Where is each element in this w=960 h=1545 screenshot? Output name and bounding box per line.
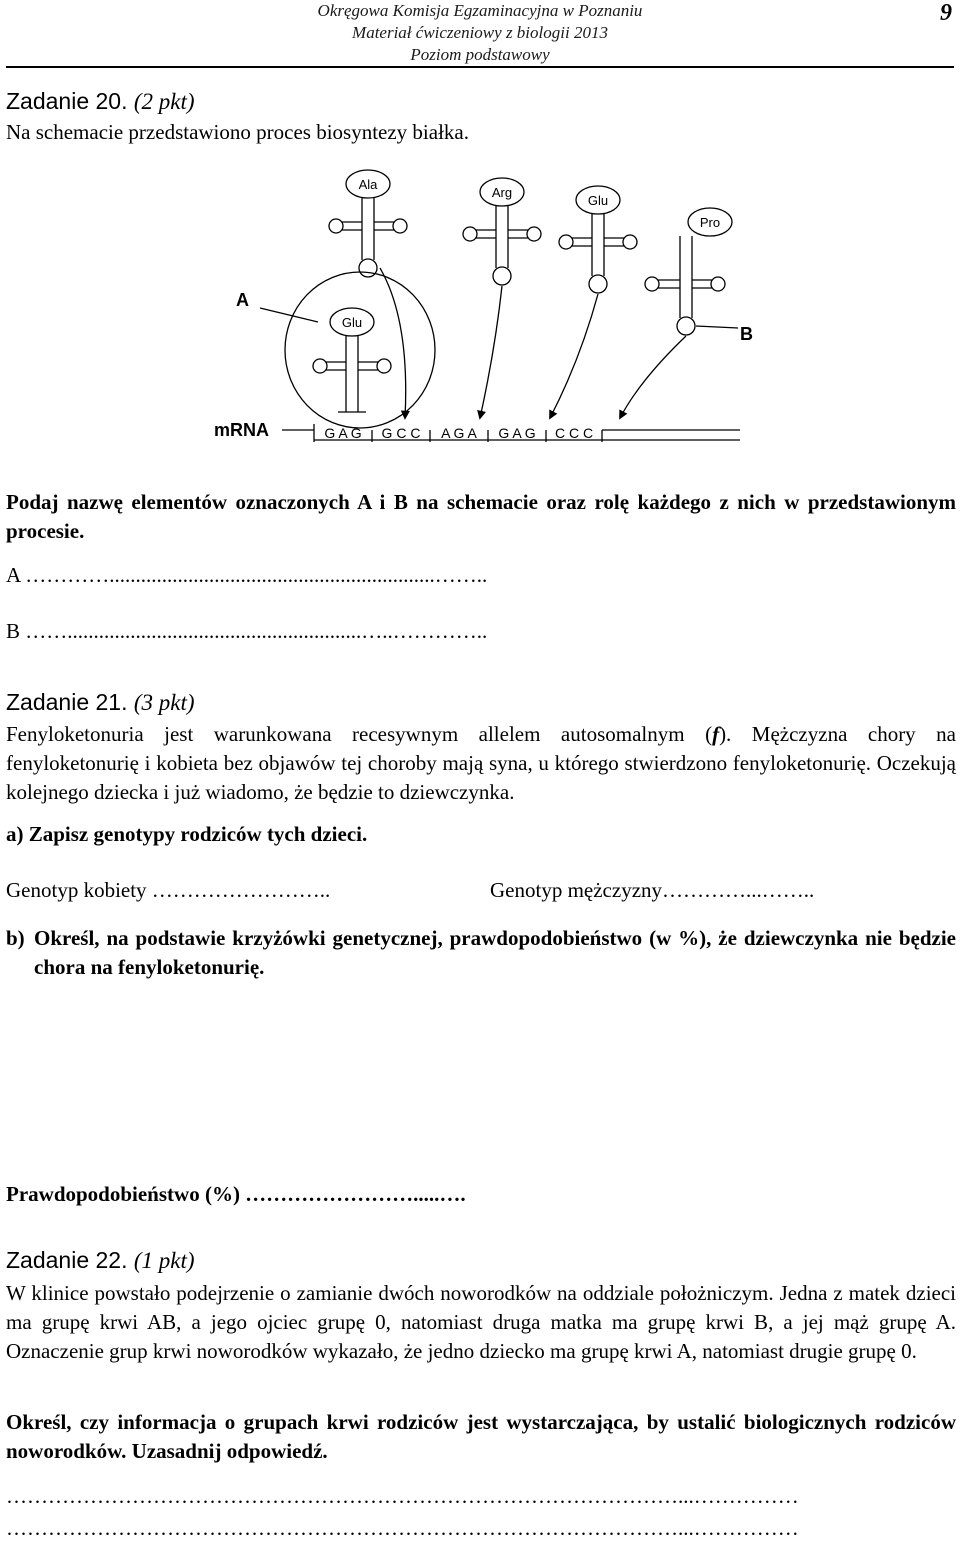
task20-answer-b[interactable]: B ……........................................................…..………….. — [6, 619, 488, 643]
codon-5: C C C — [554, 425, 594, 441]
task21-title: Zadanie 21. — [6, 689, 128, 715]
label-a: A — [236, 290, 249, 310]
task21-allele: f — [712, 722, 720, 746]
aa-label-ala: Ala — [358, 177, 378, 192]
header-material: Materiał ćwiczeniowy z biologii 2013 — [352, 23, 608, 42]
task21-text — [6, 720, 956, 807]
task20-answer-a[interactable]: A …………..............................................................…….. — [6, 563, 488, 587]
task20-points: (2 pkt) — [133, 89, 195, 114]
ribosome-outline — [285, 272, 435, 428]
mrna-label: mRNA — [214, 420, 270, 440]
task21-part-b: Określ, na podstawie krzyżówki genetycznej, prawdopodobieństwo (w %), że dziewczynka nie będzie chora na fenyloketonurię. — [34, 926, 956, 979]
page-number: 9 — [940, 0, 952, 26]
genotype-woman-field[interactable]: Genotyp kobiety …………………….. — [6, 878, 331, 902]
header-divider — [6, 66, 954, 68]
header-level: Poziom podstawowy — [410, 45, 550, 64]
codon-4: G A G — [498, 425, 536, 441]
task21-text-before: Fenyloketonuria jest warunkowana recesywnym allelem autosomalnym ( — [6, 722, 713, 746]
task21-part-a: a) Zapisz genotypy rodziców tych dzieci. — [6, 822, 368, 846]
task22-heading — [6, 1247, 195, 1274]
aa-label-arg: Arg — [491, 185, 513, 200]
task22-question: Określ, czy informacja o grupach krwi rodziców jest wystarczająca, by ustalić biologicznych rodziców noworodków. Uzasadnij odpowiedź. — [6, 1410, 956, 1463]
trna-pro — [645, 208, 738, 335]
task22-points: (1 pkt) — [133, 1248, 195, 1273]
protein-synthesis-diagram — [210, 150, 790, 480]
task21-text-after: ). Mężczyzna chory na fenyloketonurię i kobieta bez objawów tej choroby mają syna, u którego stwierdzono fenyloketonurię. Oczekują kolejnego dziecka i już wiadomo, że będzie to dziewczynka. — [6, 722, 956, 804]
aa-label-glu: Glu — [587, 193, 609, 208]
task20-intro: Na schemacie przedstawiono proces biosyntezy białka. — [6, 120, 469, 144]
task22-answer-line-1[interactable]: ……………………………………………………………………………………...…………… — [6, 1484, 799, 1508]
task20-heading — [6, 88, 195, 115]
task21-points: (3 pkt) — [133, 690, 195, 715]
task20-question: Podaj nazwę elementów oznaczonych A i B na schemacie oraz rolę każdego z nich w przedstawionym procesie. — [6, 490, 956, 543]
aa-label-glu-bound: Glu — [341, 315, 363, 330]
codon-1: G A G — [324, 425, 362, 441]
task22-answer-line-2[interactable]: ……………………………………………………………………………………...…………… — [6, 1516, 799, 1540]
probability-field[interactable]: Prawdopodobieństwo (%) …………………….....…. — [6, 1182, 466, 1206]
task20-title: Zadanie 20. — [6, 88, 128, 114]
task21-heading — [6, 689, 195, 716]
genotype-man-field[interactable]: Genotyp mężczyzny…………...…….. — [490, 878, 815, 902]
task22-text: W klinice powstało podejrzenie o zamianie dwóch noworodków na oddziale położniczym. Jedna z matek dzieci ma grupę krwi AB, a jego ojciec grupę 0, natomiast druga matka ma grupę krwi B, a jej mąż grupę A. Oznaczenie grup krwi noworodków wykazało, że jedno dziecko ma grupę krwi A, natomiast drugie grupę 0. — [6, 1281, 956, 1363]
task21-part-b-label: b) — [6, 926, 25, 950]
label-b: B — [740, 324, 753, 344]
aa-label-pro: Pro — [699, 215, 721, 230]
codon-2: G C C — [381, 425, 421, 441]
codon-3: A G A — [441, 425, 477, 441]
header-institution: Okręgowa Komisja Egzaminacyjna w Poznaniu — [317, 1, 643, 20]
task22-title: Zadanie 22. — [6, 1247, 128, 1273]
